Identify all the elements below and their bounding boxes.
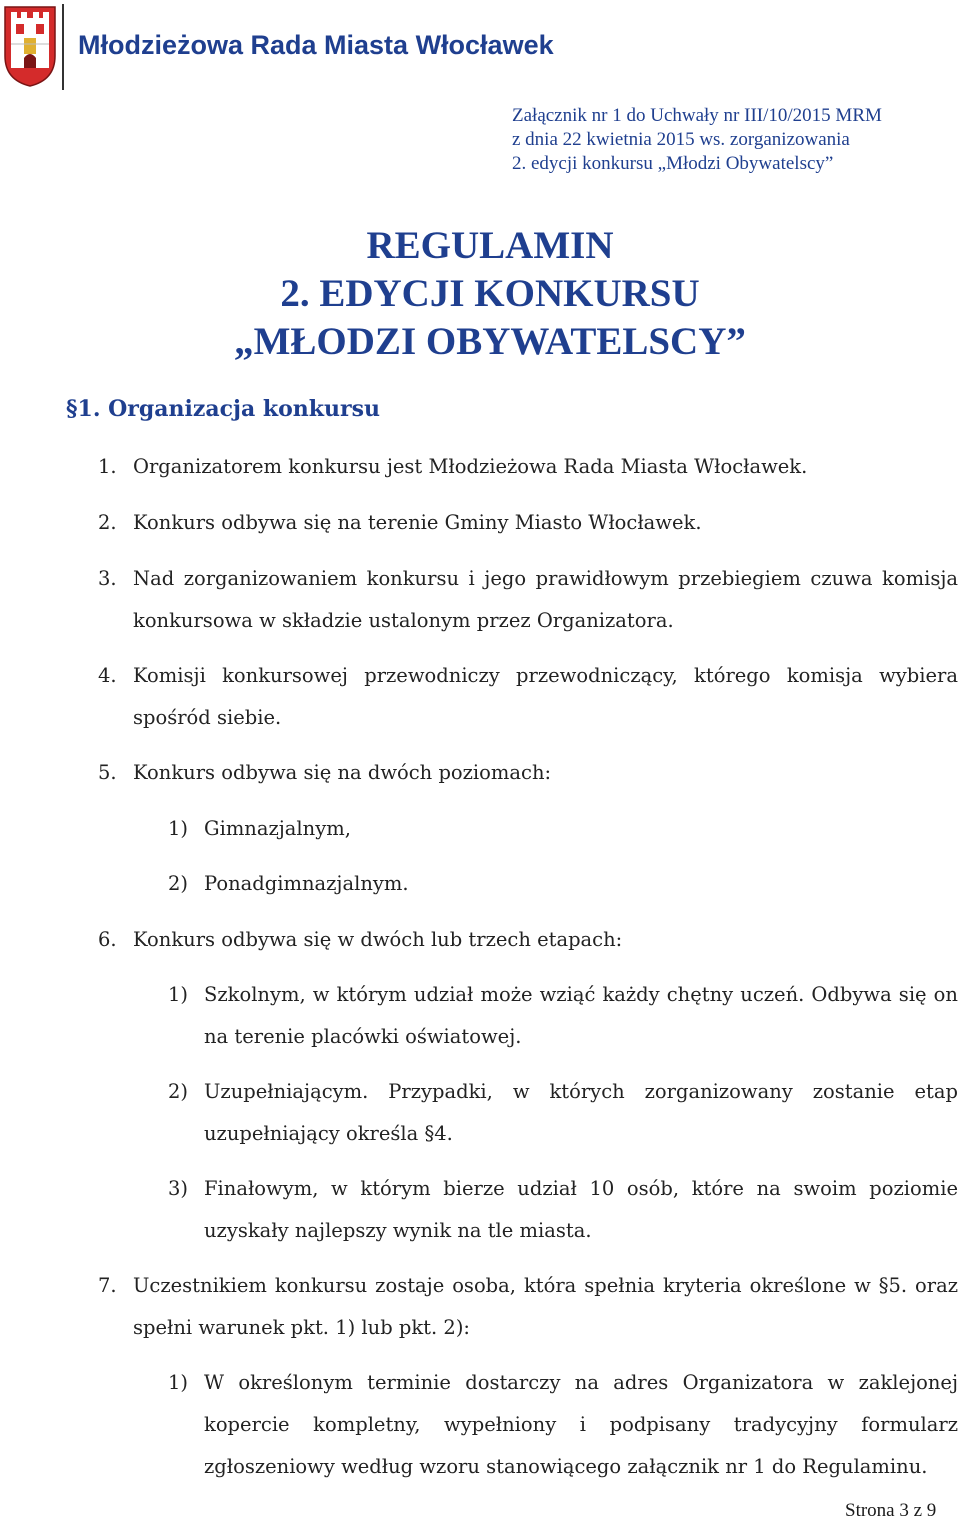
sub-item-number: 1) xyxy=(168,1371,189,1394)
sub-item-text: Uzupełniającym. Przypadki, w których zorganizowany zostanie etap uzupełniający określa §4. xyxy=(204,1080,958,1145)
attachment-line-3: 2. edycji konkursu „Młodzi Obywatelscy” xyxy=(512,153,834,174)
title-line-2: 2. EDYCJI KONKURSU xyxy=(280,272,700,315)
sub-item-number: 2) xyxy=(168,1080,189,1103)
title-line-1: REGULAMIN xyxy=(366,224,614,267)
item-number: 4. xyxy=(98,664,117,687)
section-heading: §1. Organizacja konkursu xyxy=(66,396,381,422)
sub-item-text: Gimnazjalnym, xyxy=(204,817,351,840)
attachment-line-1: Załącznik nr 1 do Uchwały nr III/10/2015 MRM xyxy=(512,105,882,126)
sub-item-number: 2) xyxy=(168,872,189,895)
item-number: 3. xyxy=(98,567,117,590)
wloclawek-crest-icon xyxy=(2,4,58,88)
item-text: Nad zorganizowaniem konkursu i jego prawidłowym przebiegiem czuwa komisja konkursowa w składzie ustalonym przez Organizatora. xyxy=(133,567,958,632)
sub-item-text: Finałowym, w którym bierze udział 10 osób, które na swoim poziomie uzyskały najlepszy wynik na tle miasta. xyxy=(204,1177,958,1242)
sub-item-text: Ponadgimnazjalnym. xyxy=(204,872,409,895)
item-text: Konkurs odbywa się na dwóch poziomach: xyxy=(133,761,552,784)
sub-item-number: 1) xyxy=(168,817,189,840)
item-text: Organizatorem konkursu jest Młodzieżowa Rada Miasta Włocławek. xyxy=(133,455,808,478)
item-number: 2. xyxy=(98,511,117,534)
item-text: Komisji konkursowej przewodniczy przewodniczący, którego komisja wybiera spośród siebie. xyxy=(133,664,958,729)
item-number: 7. xyxy=(98,1274,117,1297)
item-number: 5. xyxy=(98,761,117,784)
organization-name: Młodzieżowa Rada Miasta Włocławek xyxy=(78,30,554,60)
attachment-note xyxy=(512,104,952,176)
header-divider xyxy=(62,4,64,90)
sub-item-text: Szkolnym, w którym udział może wziąć każdy chętny uczeń. Odbywa się on na terenie placówki oświatowej. xyxy=(204,983,958,1048)
sub-item-text: W określonym terminie dostarczy na adres Organizatora w zaklejonej kopercie kompletny, wypełniony i podpisany tradycyjny formularz zgłoszeniowy według wzoru stanowiącego załącznik nr 1 do Regulaminu. xyxy=(204,1371,958,1478)
item-text: Konkurs odbywa się w dwóch lub trzech etapach: xyxy=(133,928,623,951)
attachment-line-2: z dnia 22 kwietnia 2015 ws. zorganizowania xyxy=(512,129,850,150)
item-number: 1. xyxy=(98,455,117,478)
sub-item-number: 3) xyxy=(168,1177,189,1200)
page-header xyxy=(0,0,960,95)
page-number: Strona 3 z 9 xyxy=(845,1500,937,1521)
item-number: 6. xyxy=(98,928,117,951)
document-title xyxy=(150,222,830,366)
item-text: Konkurs odbywa się na terenie Gminy Miasto Włocławek. xyxy=(133,511,702,534)
sub-item-number: 1) xyxy=(168,983,189,1006)
item-text: Uczestnikiem konkursu zostaje osoba, która spełnia kryteria określone w §5. oraz spełni warunek pkt. 1) lub pkt. 2): xyxy=(133,1274,958,1339)
title-line-3: „MŁODZI OBYWATELSCY” xyxy=(234,320,746,363)
